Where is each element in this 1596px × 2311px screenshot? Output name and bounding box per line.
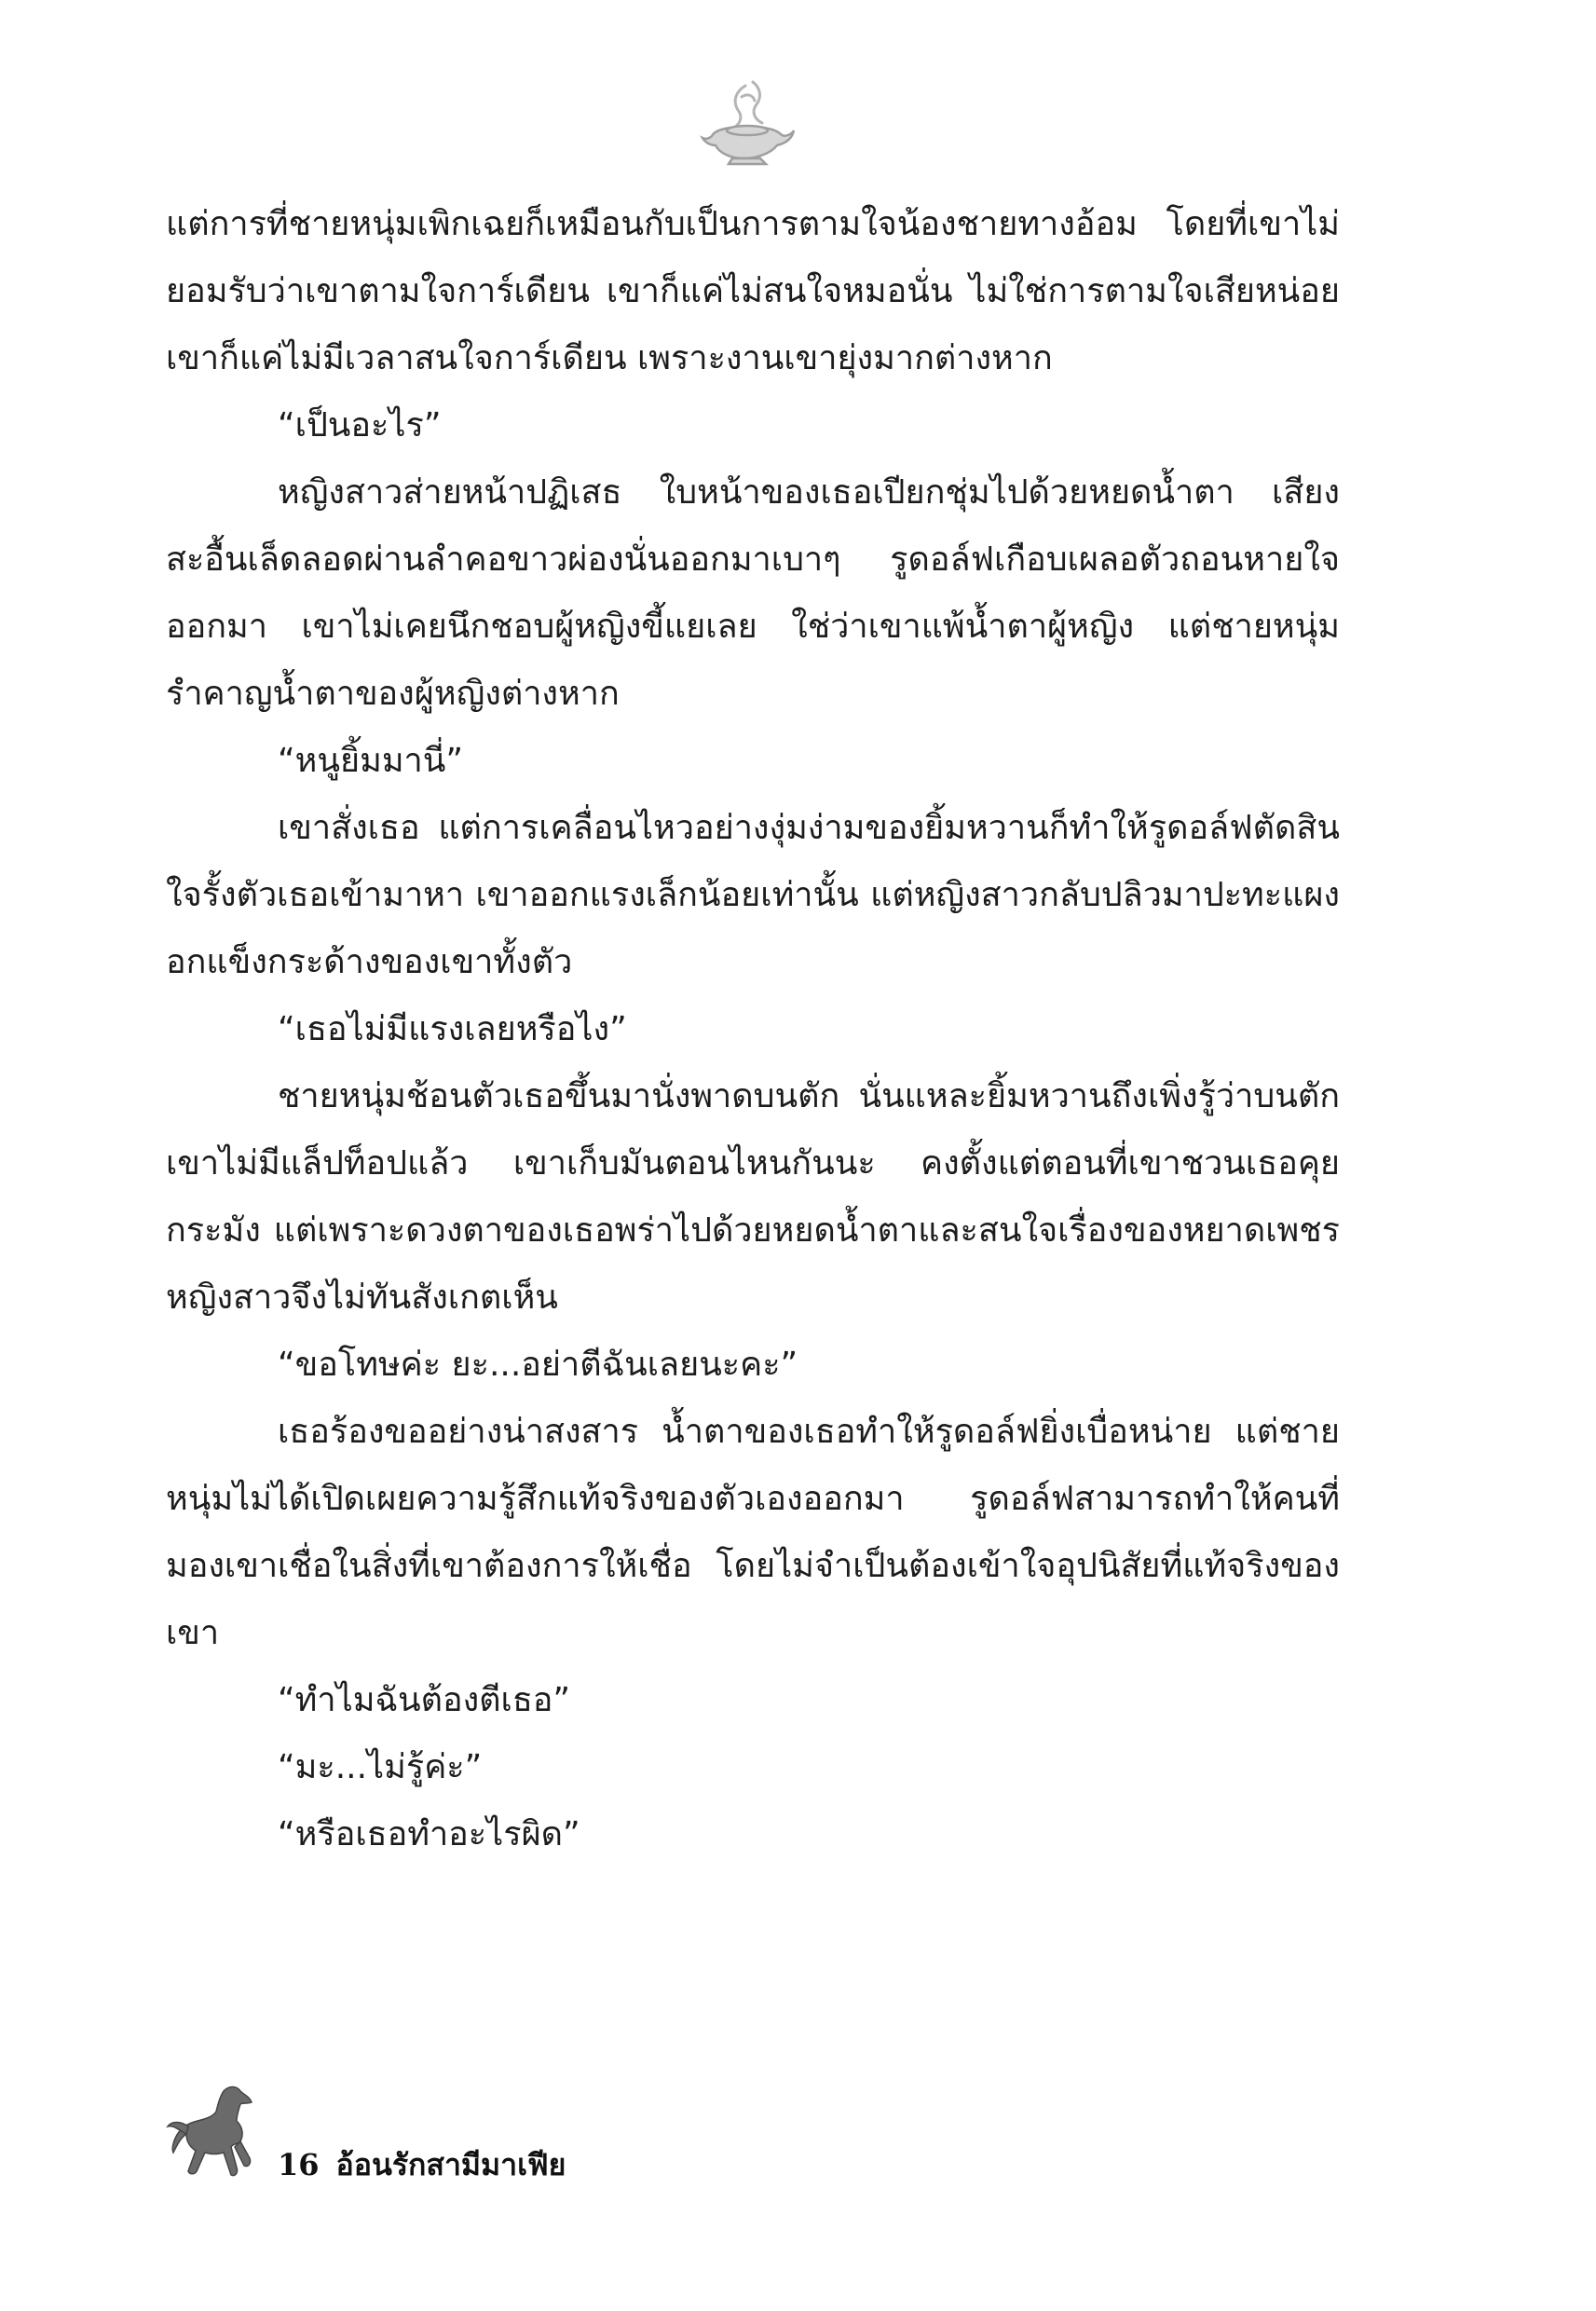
book-title: อ้อนรักสามีมาเฟีย — [335, 2147, 566, 2182]
folio — [278, 2141, 566, 2189]
magic-lamp-icon — [695, 75, 798, 168]
running-horse-icon — [158, 2078, 270, 2190]
paragraph: ชายหนุ่มช้อนตัวเธอขึ้นมานั่งพาดบนตัก นั่นแหละยิ้มหวานถึงเพิ่งรู้ว่าบนตักเขาไม่มีแล็ปท็อปแล้ว เขาเก็บมันตอนไหนกันนะ คงตั้งแต่ตอนที่เขาชวนเธอคุยกระมัง แต่เพราะดวงตาของเธอพร่าไปด้วยหยดน้ำตาและสนใจเรื่องของหยาดเพชร หญิงสาวจึงไม่ทันสังเกตเห็น — [166, 1077, 1340, 1317]
dialogue-line: “เป็นอะไร” — [278, 406, 442, 444]
dialogue-line: “หรือเธอทำอะไรผิด” — [278, 1815, 580, 1853]
page-number: 16 — [278, 2147, 320, 2182]
dialogue-line: “มะ...ไม่รู้ค่ะ” — [278, 1748, 483, 1786]
body-text — [166, 191, 1340, 1868]
dialogue-line: “เธอไม่มีแรงเลยหรือไง” — [278, 1010, 627, 1048]
paragraph: หญิงสาวส่ายหน้าปฏิเสธ ใบหน้าของเธอเปียกชุ่มไปด้วยหยดน้ำตา เสียงสะอื้นเล็ดลอดผ่านลำคอขาวผ่องนั่นออกมาเบาๆ รูดอล์ฟเกือบเผลอตัวถอนหายใจออกมา เขาไม่เคยนึกชอบผู้หญิงขี้แยเลย ใช่ว่าเขาแพ้น้ำตาผู้หญิง แต่ชายหนุ่มรำคาญน้ำตาของผู้หญิงต่างหาก — [166, 473, 1340, 713]
paragraph: เธอร้องขออย่างน่าสงสาร น้ำตาของเธอทำให้รูดอล์ฟยิ่งเบื่อหน่าย แต่ชายหนุ่มไม่ได้เปิดเผยความรู้สึกแท้จริงของตัวเองออกมา รูดอล์ฟสามารถทำให้คนที่มองเขาเชื่อในสิ่งที่เขาต้องการให้เชื่อ โดยไม่จำเป็นต้องเข้าใจอุปนิสัยที่แท้จริงของเขา — [166, 1413, 1340, 1652]
dialogue-line: “หนูยิ้มมานี่” — [278, 742, 464, 780]
paragraph: เขาสั่งเธอ แต่การเคลื่อนไหวอย่างงุ่มง่ามของยิ้มหวานก็ทำให้รูดอล์ฟตัดสินใจรั้งตัวเธอเข้ามาหา เขาออกแรงเล็กน้อยเท่านั้น แต่หญิงสาวกลับปลิวมาปะทะแผงอกแข็งกระด้างของเขาทั้งตัว — [166, 809, 1340, 981]
page-footer — [158, 2078, 717, 2190]
paragraph: แต่การที่ชายหนุ่มเพิกเฉยก็เหมือนกับเป็นการตามใจน้องชายทางอ้อม โดยที่เขาไม่ยอมรับว่าเขาตามใจการ์เดียน เขาก็แค่ไม่สนใจหมอนั่น ไม่ใช่การตามใจเสียหน่อย เขาก็แค่ไม่มีเวลาสนใจการ์เดียน เพราะงานเขายุ่งมากต่างหาก — [166, 205, 1340, 377]
dialogue-line: “ขอโทษค่ะ ยะ...อย่าตีฉันเลยนะคะ” — [278, 1346, 798, 1384]
dialogue-line: “ทำไมฉันต้องตีเธอ” — [278, 1681, 571, 1719]
